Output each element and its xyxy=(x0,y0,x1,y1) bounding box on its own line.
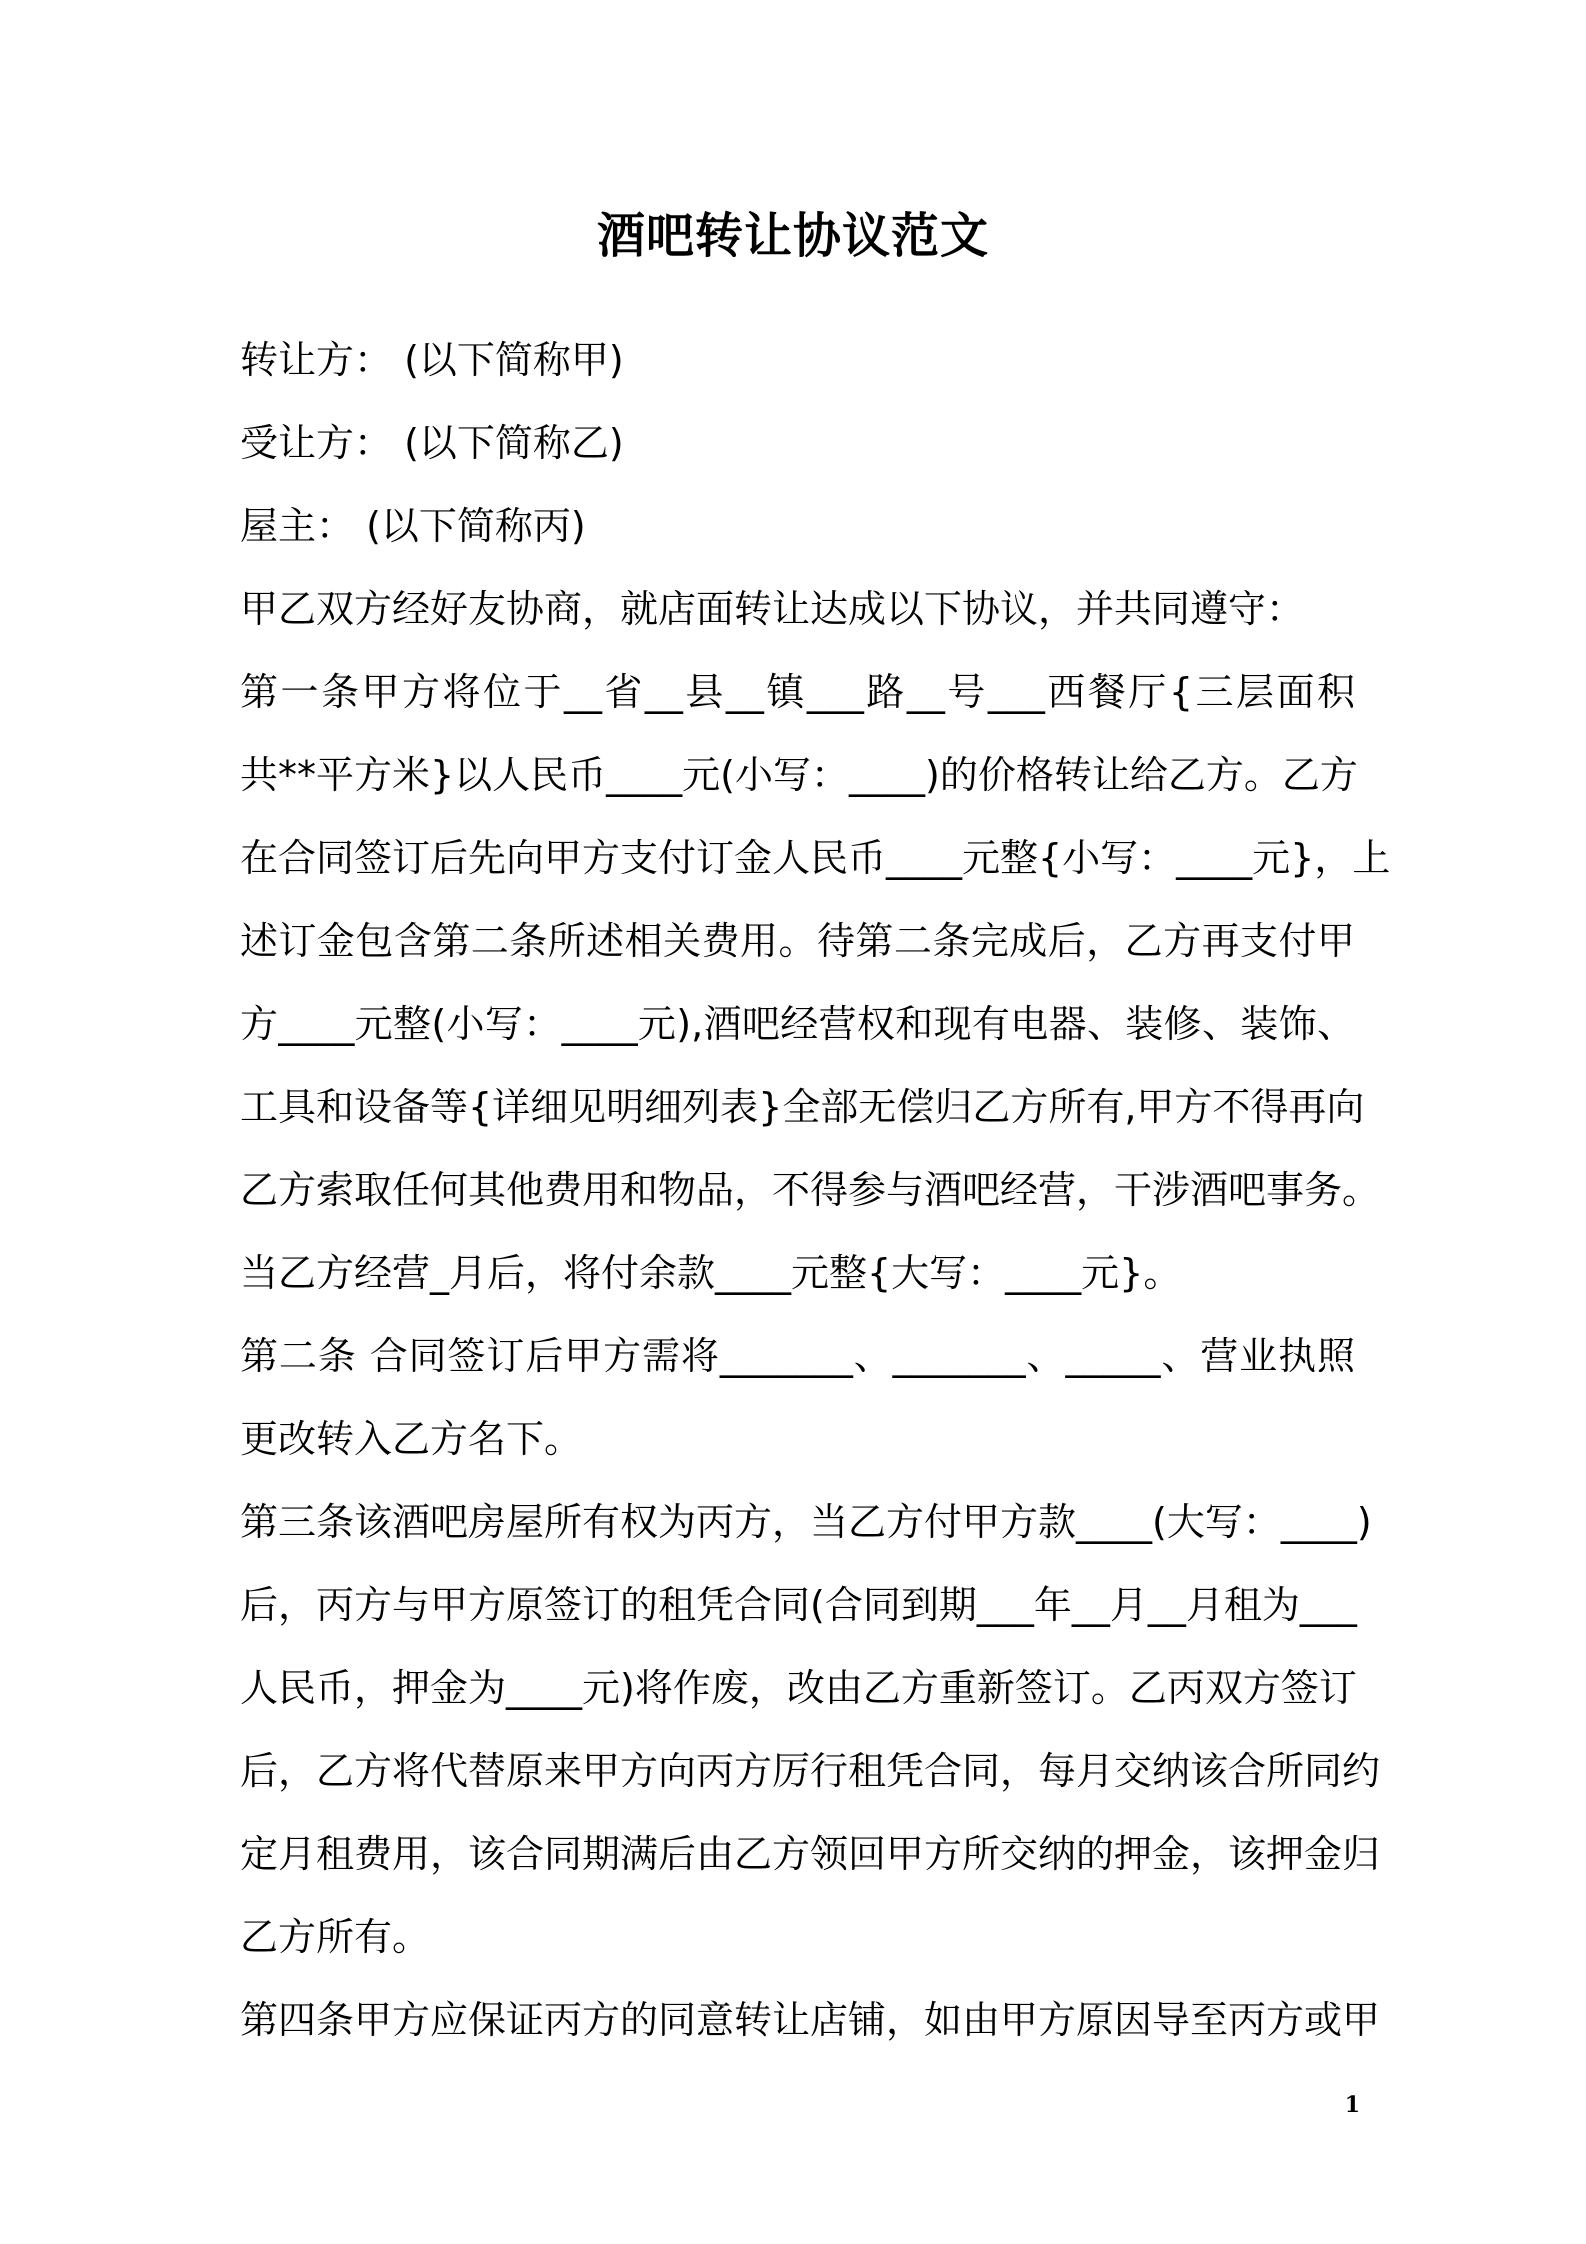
text-line-transferor: 转让方： (以下简称甲) xyxy=(240,338,624,382)
document-title: 酒吧转让协议范文 xyxy=(596,208,989,264)
text-line-article1-7: 乙方索取任何其他费用和物品，不得参与酒吧经营，干涉酒吧事务。 xyxy=(240,1168,1381,1212)
text-line-article2-2: 更改转入乙方名下。 xyxy=(240,1417,583,1461)
text-line-article1-8: 当乙方经营_月后，将付余款____元整{大写：____元}。 xyxy=(240,1251,1182,1295)
text-line-article3-2: 后，丙方与甲方原签订的租凭合同(合同到期___年__月__月租为___ xyxy=(240,1583,1357,1627)
text-line-article3-6: 乙方所有。 xyxy=(240,1915,431,1959)
text-line-landlord: 屋主： (以下简称丙) xyxy=(240,504,586,548)
text-line-article1-5: 方____元整(小写：____元),酒吧经营权和现有电器、装修、装饰、 xyxy=(240,1002,1355,1046)
text-line-transferee: 受让方： (以下简称乙) xyxy=(240,421,624,465)
text-line-article3-1: 第三条该酒吧房屋所有权为丙方，当乙方付甲方款____(大写：____) xyxy=(240,1500,1372,1544)
text-line-article3-3: 人民币，押金为____元)将作废，改由乙方重新签订。乙丙双方签订 xyxy=(240,1666,1357,1710)
text-line-article2-1: 第二条 合同签订后甲方需将_______、_______、_____、营业执照 xyxy=(240,1334,1355,1378)
text-line-article1-1: 第一条甲方将位于__省__县__镇___路__号___西餐厅{三层面积 xyxy=(240,670,1355,714)
text-line-article1-3: 在合同签订后先向甲方支付订金人民币____元整{小写：____元}，上 xyxy=(240,836,1391,880)
page-number: 1 xyxy=(1344,2092,1360,2118)
text-line-preamble: 甲乙双方经好友协商，就店面转让达成以下协议，并共同遵守： xyxy=(240,587,1305,631)
text-line-article1-2: 共**平方米}以人民币____元(小写：____)的价格转让给乙方。乙方 xyxy=(240,753,1358,797)
text-line-article1-4: 述订金包含第二条所述相关费用。待第二条完成后，乙方再支付甲 xyxy=(240,919,1355,963)
text-line-article4-1: 第四条甲方应保证丙方的同意转让店铺，如由甲方原因导至丙方或甲 xyxy=(240,1998,1381,2042)
text-line-article3-5: 定月租费用，该合同期满后由乙方领回甲方所交纳的押金，该押金归 xyxy=(240,1832,1381,1876)
text-line-article1-6: 工具和设备等{详细见明细列表}全部无偿归乙方所有,甲方不得再向 xyxy=(240,1085,1365,1129)
text-line-article3-4: 后，乙方将代替原来甲方向丙方厉行租凭合同，每月交纳该合所同约 xyxy=(240,1749,1381,1793)
